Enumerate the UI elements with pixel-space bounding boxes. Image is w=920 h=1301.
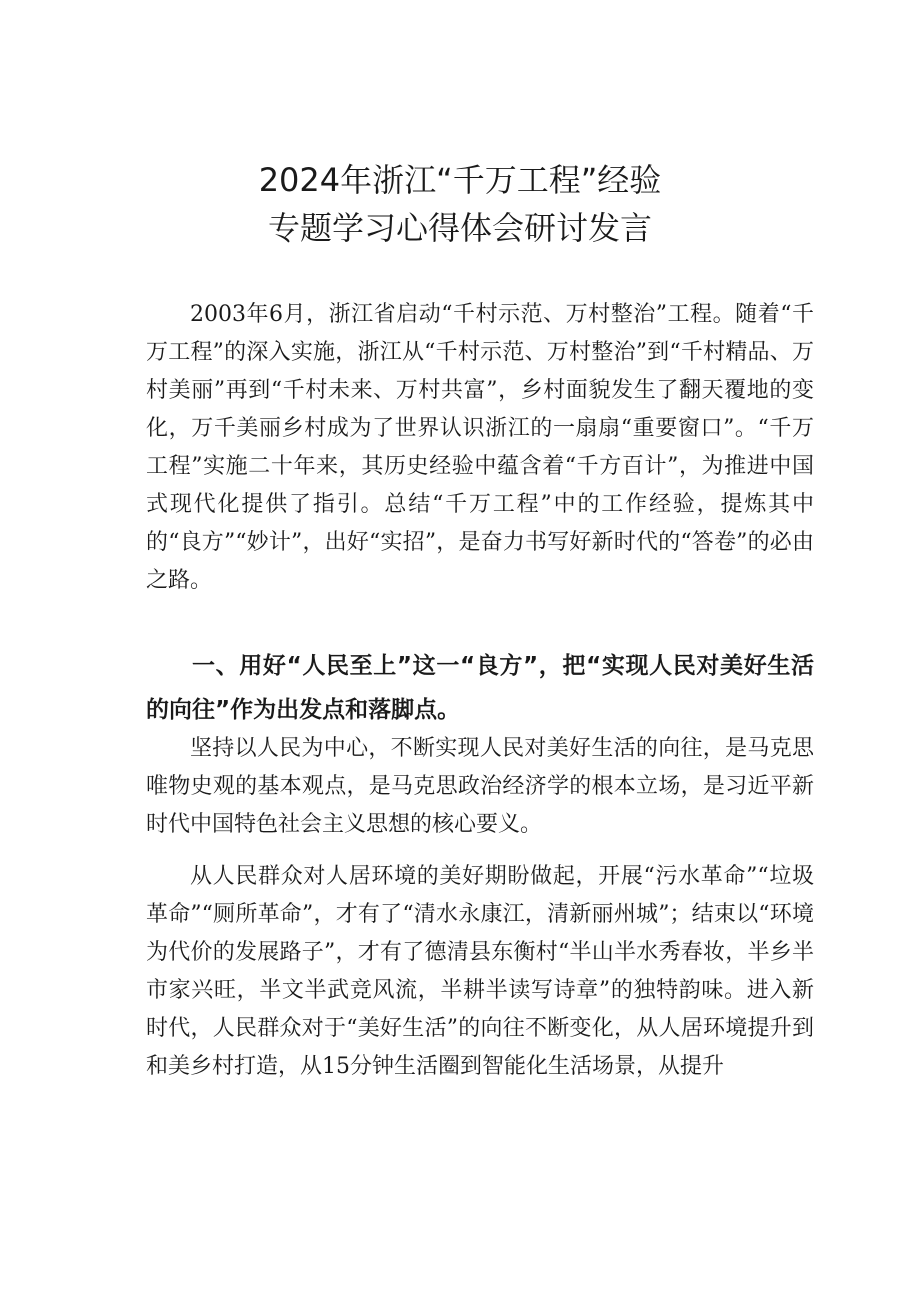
title-line-1: 2024年浙江“千万工程”经验 — [258, 161, 662, 199]
paragraph-environment: 从人民群众对人居环境的美好期盼做起，开展“污水革命”“垃圾革命”“厕所革命”，才有了“清水永康江，清新丽州城”；结束以“环境为代价的发展路子”，才有了德清县东衡村“半山半水秀春妆，半乡半市家兴旺，半文半武竞风流，半耕半读写诗章”的独特韵味。进入新时代，人民群众对于“美好生活”的向往不断变化，从人居环境提升到和美乡村打造，从15分钟生活圈到智能化生活场景，从提升 — [146, 864, 814, 1079]
title-line-2: 专题学习心得体会研讨发言 — [267, 209, 652, 247]
paragraph-intro: 2003年6月，浙江省启动“千村示范、万村整治”工程。随着“千万工程”的深入实施，浙江从“千村示范、万村整治”到“千村精品、万村美丽”再到“千村未来、万村共富”，乡村面貌发生了翻天覆地的变化，万千美丽乡村成为了世界认识浙江的一扇扇“重要窗口”。“千万工程”实施二十年来，其历史经验中蕴含着“千方百计”，为推进中国式现代化提供了指引。总结“千万工程”中的工作经验，提炼其中的“良方”“妙计”，出好“实招”，是奋力书写好新时代的“答卷”的必由之路。 — [146, 302, 814, 593]
paragraph-people-centered: 坚持以人民为中心，不断实现人民对美好生活的向往，是马克思唯物史观的基本观点，是马克思政治经济学的根本立场，是习近平新时代中国特色社会主义思想的核心要义。 — [146, 736, 814, 837]
section-heading-1: 一、用好“人民至上”这一“良方”，把“实现人民对美好生活的向往”作为出发点和落脚点。 — [146, 653, 814, 723]
